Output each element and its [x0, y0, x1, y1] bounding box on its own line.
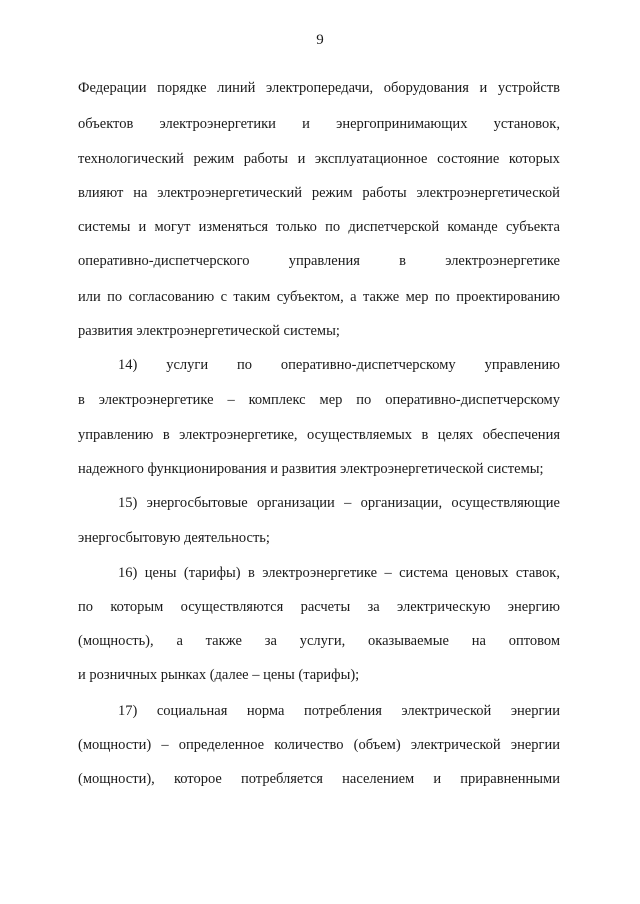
word: а	[350, 289, 357, 305]
word: энергосбытовые	[146, 495, 248, 511]
word: количество	[274, 737, 344, 753]
word: социальная	[156, 703, 228, 719]
word: и	[297, 151, 306, 167]
word: (объем)	[353, 737, 401, 753]
word: 16)	[118, 565, 138, 581]
word: оптовом	[508, 633, 560, 649]
word: которым	[110, 599, 164, 615]
word: эксплуатационное	[314, 151, 428, 167]
word: энергии	[510, 703, 560, 719]
text-line	[78, 115, 560, 133]
word: Федерации	[78, 80, 147, 96]
text-line	[78, 770, 560, 788]
word: субъектом,	[276, 289, 344, 305]
text-line	[78, 218, 560, 236]
word: работы	[362, 185, 407, 201]
word: (тарифы)	[183, 565, 241, 581]
word: энергии	[510, 737, 560, 753]
word: осуществляемых	[306, 427, 412, 443]
word: (мощности),	[78, 771, 155, 787]
word: система	[399, 565, 449, 581]
text-line	[118, 356, 560, 374]
word: цены	[144, 565, 177, 581]
word: электрическую	[397, 599, 491, 615]
word: мер	[319, 392, 343, 408]
word: 15)	[118, 495, 138, 511]
word: потребления	[303, 703, 382, 719]
word: –	[161, 737, 169, 753]
word: ставок,	[515, 565, 560, 581]
word: в	[421, 427, 429, 443]
word: определенное	[178, 737, 265, 753]
word: населением	[342, 771, 415, 787]
text-line	[118, 564, 560, 582]
word: мер	[405, 289, 429, 305]
word: энергопринимающих	[336, 116, 468, 132]
text-line: энергосбытовую деятельность;	[78, 530, 270, 546]
word: потребляется	[240, 771, 323, 787]
word: –	[227, 392, 235, 408]
word: услуги,	[299, 633, 346, 649]
word: в	[399, 253, 406, 269]
word: и	[138, 219, 147, 235]
text-line	[78, 736, 560, 754]
text-line	[78, 150, 560, 168]
text-line	[78, 598, 560, 616]
word: оперативно-диспетчерскому	[385, 392, 560, 408]
word: электроэнергетический	[157, 185, 302, 201]
word: проектированию	[456, 289, 560, 305]
word: управлению	[78, 427, 154, 443]
word: электроэнергетики	[159, 116, 276, 132]
word: 14)	[118, 357, 138, 373]
word: также	[205, 633, 242, 649]
word: установок,	[493, 116, 560, 132]
word: электропередачи,	[266, 80, 374, 96]
word: системы	[78, 219, 131, 235]
word: таким	[233, 289, 271, 305]
text-line: развития электроэнергетической системы;	[78, 323, 340, 339]
word: в	[162, 427, 170, 443]
text-line	[78, 288, 560, 306]
word: приравненными	[460, 771, 560, 787]
word: технологический	[78, 151, 184, 167]
word: по	[434, 289, 450, 305]
word: по	[325, 219, 341, 235]
text-line	[78, 252, 560, 270]
word: электрической	[401, 703, 492, 719]
word: субъекта	[505, 219, 560, 235]
text-line	[78, 79, 560, 97]
text-line: и розничных рынках (далее – цены (тарифы);	[78, 667, 360, 683]
word: норма	[246, 703, 285, 719]
word: (мощность),	[78, 633, 154, 649]
word: порядке	[157, 80, 207, 96]
word: режим	[311, 185, 353, 201]
word: электроэнергетике,	[179, 427, 298, 443]
word: с	[220, 289, 228, 305]
word: осуществляющие	[451, 495, 560, 511]
word: комплекс	[248, 392, 306, 408]
word: оперативно-диспетчерского	[78, 253, 250, 269]
word: обеспечения	[482, 427, 560, 443]
word: команде	[447, 219, 498, 235]
word: линий	[217, 80, 256, 96]
word: согласованию	[128, 289, 215, 305]
word: и	[302, 116, 310, 132]
word: в	[78, 392, 85, 408]
word: расчеты	[300, 599, 351, 615]
word: также	[362, 289, 400, 305]
text-line	[118, 494, 560, 512]
word: оборудования	[383, 80, 469, 96]
text-line: надежного функционирования и развития электроэнергетической системы;	[78, 461, 544, 477]
word: на	[133, 185, 148, 201]
word: а	[176, 633, 183, 649]
word: только	[276, 219, 317, 235]
page-number: 9	[316, 32, 324, 48]
word: целях	[437, 427, 474, 443]
word: (мощности)	[78, 737, 152, 753]
word: электрической	[410, 737, 501, 753]
text-line	[78, 184, 560, 202]
word: электроэнергетике	[98, 392, 214, 408]
text-line	[118, 702, 560, 720]
word: изменяться	[198, 219, 269, 235]
word: и	[479, 80, 488, 96]
word: работы	[243, 151, 288, 167]
text-line	[78, 632, 560, 650]
word: по	[237, 357, 253, 373]
word: оперативно-диспетчерскому	[280, 357, 456, 373]
word: по	[356, 392, 372, 408]
word: организации,	[360, 495, 443, 511]
word: диспетчерской	[348, 219, 440, 235]
word: управления	[288, 253, 360, 269]
word: –	[384, 565, 392, 581]
word: за	[264, 633, 277, 649]
word: режим	[193, 151, 235, 167]
word: которое	[173, 771, 222, 787]
word: или	[78, 289, 101, 305]
word: ценовых	[455, 565, 509, 581]
word: электроэнергетике	[445, 253, 560, 269]
word: устройств	[497, 80, 560, 96]
word: услуги	[166, 357, 209, 373]
word: и	[433, 771, 442, 787]
word: энергию	[507, 599, 560, 615]
word: по	[78, 599, 94, 615]
word: которых	[508, 151, 560, 167]
word: –	[344, 495, 352, 511]
word: электроэнергетике	[262, 565, 378, 581]
word: на	[471, 633, 486, 649]
word: могут	[154, 219, 191, 235]
word: управлению	[484, 357, 560, 373]
text-line	[78, 426, 560, 444]
word: за	[367, 599, 380, 615]
word: 17)	[118, 703, 138, 719]
word: состояние	[437, 151, 500, 167]
word: влияют	[78, 185, 124, 201]
word: оказываемые	[368, 633, 449, 649]
word: в	[248, 565, 255, 581]
word: электроэнергетической	[416, 185, 560, 201]
text-line	[78, 391, 560, 409]
word: организации	[256, 495, 335, 511]
word: по	[107, 289, 123, 305]
word: осуществляются	[180, 599, 284, 615]
word: объектов	[78, 116, 134, 132]
